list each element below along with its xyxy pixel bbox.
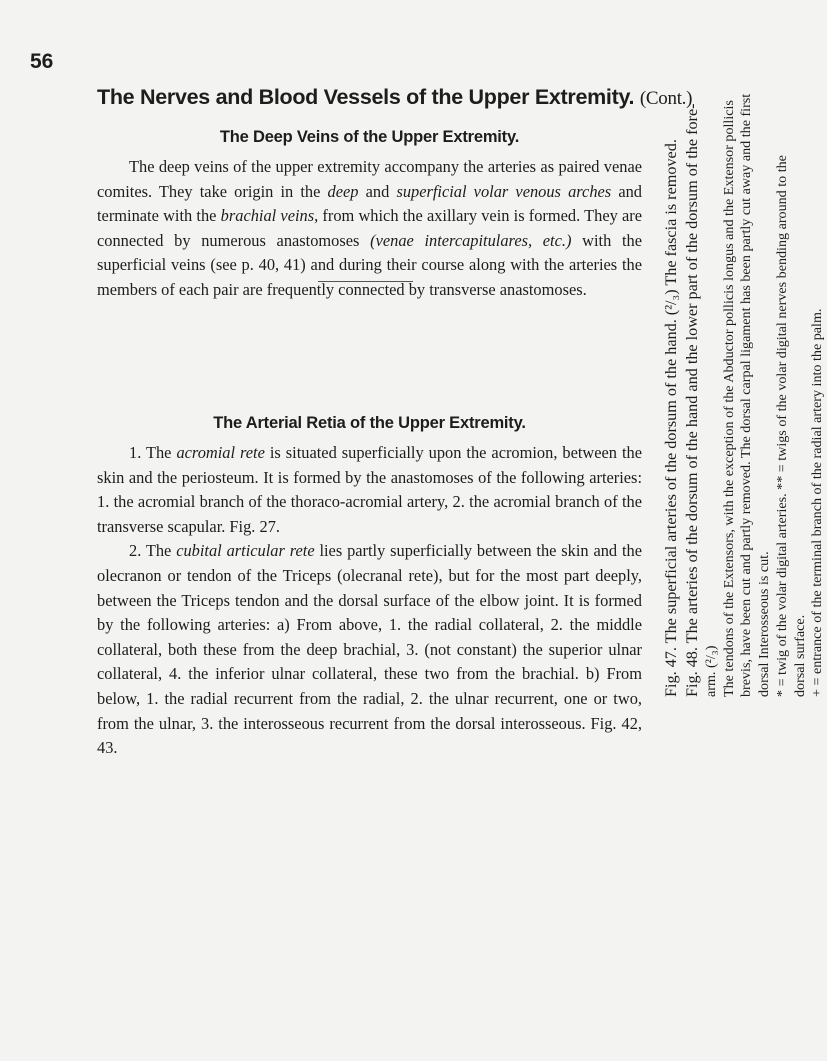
term-venae: (venae intercapitulares, etc.) bbox=[370, 230, 572, 250]
page-title-cont: (Cont.) bbox=[639, 88, 693, 109]
caption-note-2: brevis, have been cut and partly removed. The dorsal carpal ligament has been partly cut away and the first bbox=[738, 93, 755, 697]
section-divider bbox=[318, 281, 413, 282]
deep-veins-heading: The Deep Veins of the Upper Extremity. bbox=[219, 128, 520, 146]
term-superficial-volar: superficial volar venous arches bbox=[396, 181, 612, 201]
deep-veins-paragraph: The deep veins of the upper extremity accompany the arteries as paired venae comites. They take origin in the deep and superficial volar venous arches and terminate with the brachial veins, from which the axillary vein is formed. They are connected by numerous anastomoses (venae intercapitulares, etc.) with the superficial veins (see p. 40, 41) and during their course along with the arteries the members of each pair are frequently connected by transverse anastomoses. bbox=[97, 157, 642, 299]
caption-note-6: + = entrance of the terminal branch of the radial artery into the palm. bbox=[809, 308, 826, 697]
term-acromial-rete: acromial rete bbox=[176, 443, 265, 462]
arterial-retia-heading: The Arterial Retia of the Upper Extremity. bbox=[213, 414, 526, 432]
cubital-rete-paragraph: 2. The cubital articular rete lies partly superficially between the skin and the olecranon or tendon of the Triceps (olecranal rete), but for the most part deeply, between the Triceps tendon and the dorsal surface of the elbow joint. It is formed by the following arteries: a) From above, 1. the radial collateral, 2. the middle collateral, both these from the deep brachial, 3. (not constant) the superior ulnar collateral, 4. the inferior ulnar collateral, these two from the brachial. b) From below, 1. the radial recurrent from the radial, 2. the ulnar recurrent, one or two, from the ulnar, 3. the interosseous recurrent from the dorsal interosseous. Fig. 42, 43. bbox=[97, 541, 642, 758]
caption-fig47: Fig. 47. The superficial arteries of the dorsum of the hand. (²/₃) The fascia is removed. bbox=[662, 139, 680, 697]
caption-note-1: The tendons of the Extensors, with the exception of the Abductor pollicis longus and the Extensor pollicis bbox=[720, 100, 737, 697]
figure-captions bbox=[661, 77, 826, 697]
page-title bbox=[97, 85, 693, 110]
caption-fig48-cont: arm. (²/₃) bbox=[703, 645, 719, 697]
caption-note-3: dorsal Interosseous is cut. bbox=[756, 551, 773, 697]
caption-fig48: Fig. 48. The arteries of the dorsum of the hand and the lower part of the dorsum of the fore- bbox=[683, 103, 701, 697]
page-number: 56 bbox=[30, 50, 54, 73]
caption-note-5: dorsal surface. bbox=[791, 614, 808, 697]
page-title-text: The Nerves and Blood Vessels of the Upper Extremity. bbox=[97, 85, 635, 109]
acromial-rete-paragraph: 1. The acromial rete is situated superficially upon the acromion, between the skin and the periosteum. It is formed by the anastomoses of the following arteries: 1. the acromial branch of the thoraco-acromial artery, 2. the acromial branch of the transverse scapular. Fig. 27. bbox=[97, 443, 643, 536]
caption-note-4: * = twig of the volar digital arteries. ** = twigs of the volar digital nerves bending around to the bbox=[773, 155, 790, 697]
term-deep: deep bbox=[327, 181, 359, 201]
term-cubital-rete: cubital articular rete bbox=[176, 541, 315, 561]
arterial-retia-text bbox=[97, 441, 642, 761]
term-brachial-veins: brachial veins bbox=[220, 206, 315, 226]
